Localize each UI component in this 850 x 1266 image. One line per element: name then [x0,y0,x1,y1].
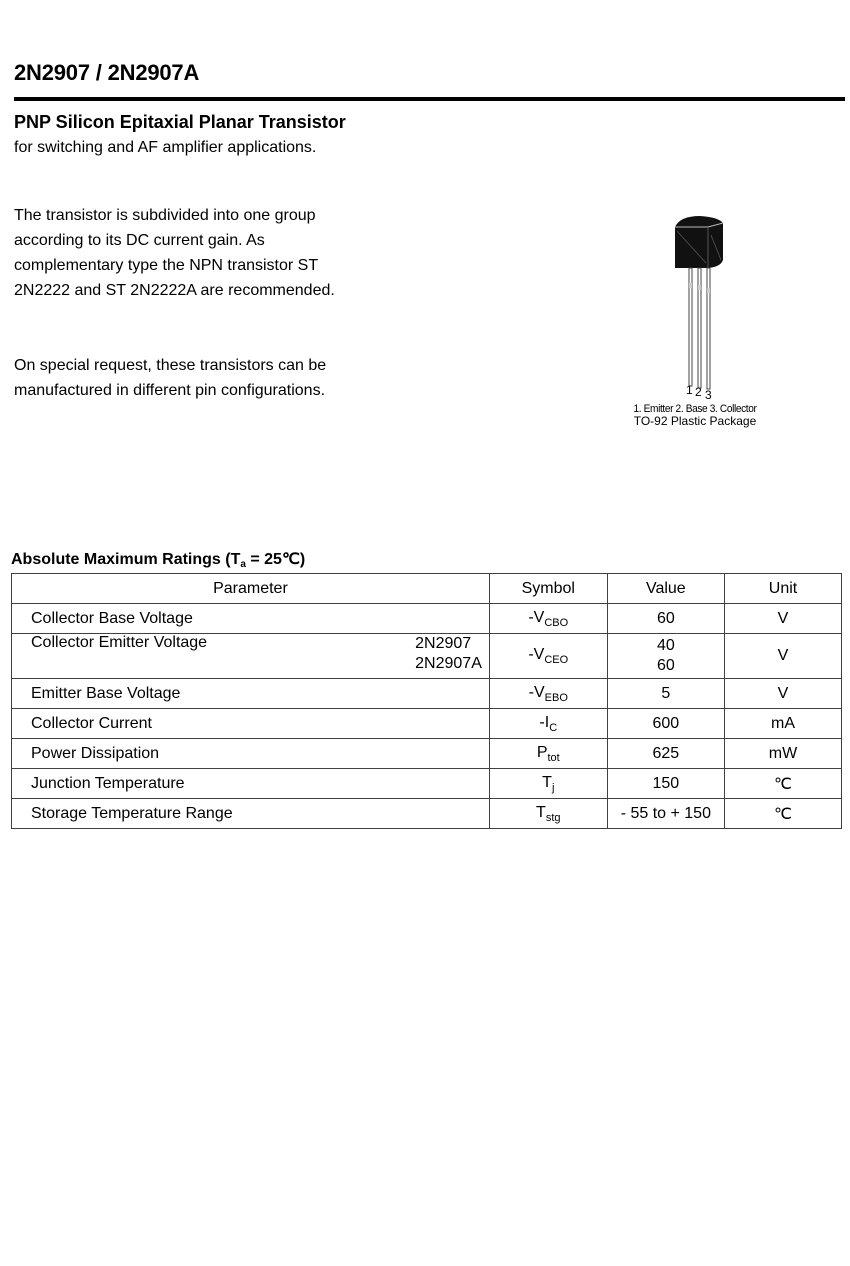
unit-cell: ℃ [725,769,842,799]
to92-transistor-icon [660,205,730,401]
variant-list [415,634,489,674]
unit-cell: V [725,634,842,679]
header-symbol: Symbol [489,574,607,604]
parameter-cell: Collector Base Voltage [12,604,490,634]
table-row [12,799,842,829]
parameter-cell: Junction Temperature [12,769,490,799]
text-line: 2N2222 and ST 2N2222A are recommended. [14,282,335,299]
package-figure [620,205,770,428]
symbol-cell: $T_{stg}$ [489,799,607,829]
symbol-cell: $P_{tot}$ [489,739,607,769]
value-2n2907a: 60 [656,657,675,674]
pin-2-label: 2 [695,385,702,399]
table-row [12,709,842,739]
parameter-cell: Emitter Base Voltage [12,679,490,709]
value-cell: 600 [607,709,724,739]
table-header-row [12,574,842,604]
absolute-max-ratings-table [11,573,842,829]
value-cell: 60 [607,604,724,634]
text-line: complementary type the NPN transistor ST [14,257,319,274]
text-line: manufactured in different pin configurations. [14,382,326,399]
text-line: The transistor is subdivided into one group [14,207,316,224]
parameter-cell: Power Dissipation [12,739,490,769]
value-cell: - 55 to + 150 [607,799,724,829]
value-cell: 150 [607,769,724,799]
value-2n2907: 40 [656,637,675,654]
header-value: Value [607,574,724,604]
pin-assignment-caption: 1. Emitter 2. Base 3. Collector [633,403,757,415]
table-row [12,769,842,799]
table-row [12,679,842,709]
symbol-cell: $-V_{CBO}$ [489,604,607,634]
header-unit: Unit [725,574,842,604]
device-application: for switching and AF amplifier applications. [14,139,317,156]
header-parameter: Parameter [12,574,490,604]
title-divider [14,97,845,101]
table-row [12,739,842,769]
unit-cell: mA [725,709,842,739]
parameter-cell: Collector Current [12,709,490,739]
symbol-cell: $-V_{EBO}$ [489,679,607,709]
description-paragraph-1 [14,203,335,303]
variant-label: 2N2907A [415,655,482,672]
unit-cell: V [725,679,842,709]
document-title: 2N2907 / 2N2907A [14,60,200,85]
parameter-cell: Storage Temperature Range [12,799,490,829]
unit-cell: ℃ [725,799,842,829]
description-paragraph-2 [14,353,326,403]
variant-label: 2N2907 [415,635,472,652]
text-line: On special request, these transistors can be [14,357,327,374]
value-cell: 625 [607,739,724,769]
ratings-section-title: Absolute Maximum Ratings ($T_a$ = 25℃) [11,551,306,570]
parameter-label: Collector Emitter Voltage [31,634,208,651]
pin-1-label: 1 [686,383,693,397]
unit-cell: mW [725,739,842,769]
value-cell: 5 [607,679,724,709]
value-cell [607,634,724,679]
symbol-cell: $T_j$ [489,769,607,799]
text-line: according to its DC current gain. As [14,232,265,249]
package-caption: TO-92 Plastic Package [633,414,757,428]
table-row [12,604,842,634]
device-subtitle: PNP Silicon Epitaxial Planar Transistor [14,112,346,132]
symbol-cell: $-V_{CEO}$ [489,634,607,679]
parameter-cell [12,634,490,679]
unit-cell: V [725,604,842,634]
symbol-cell: $-I_C$ [489,709,607,739]
pin-3-label: 3 [705,388,712,401]
table-row [12,634,842,679]
